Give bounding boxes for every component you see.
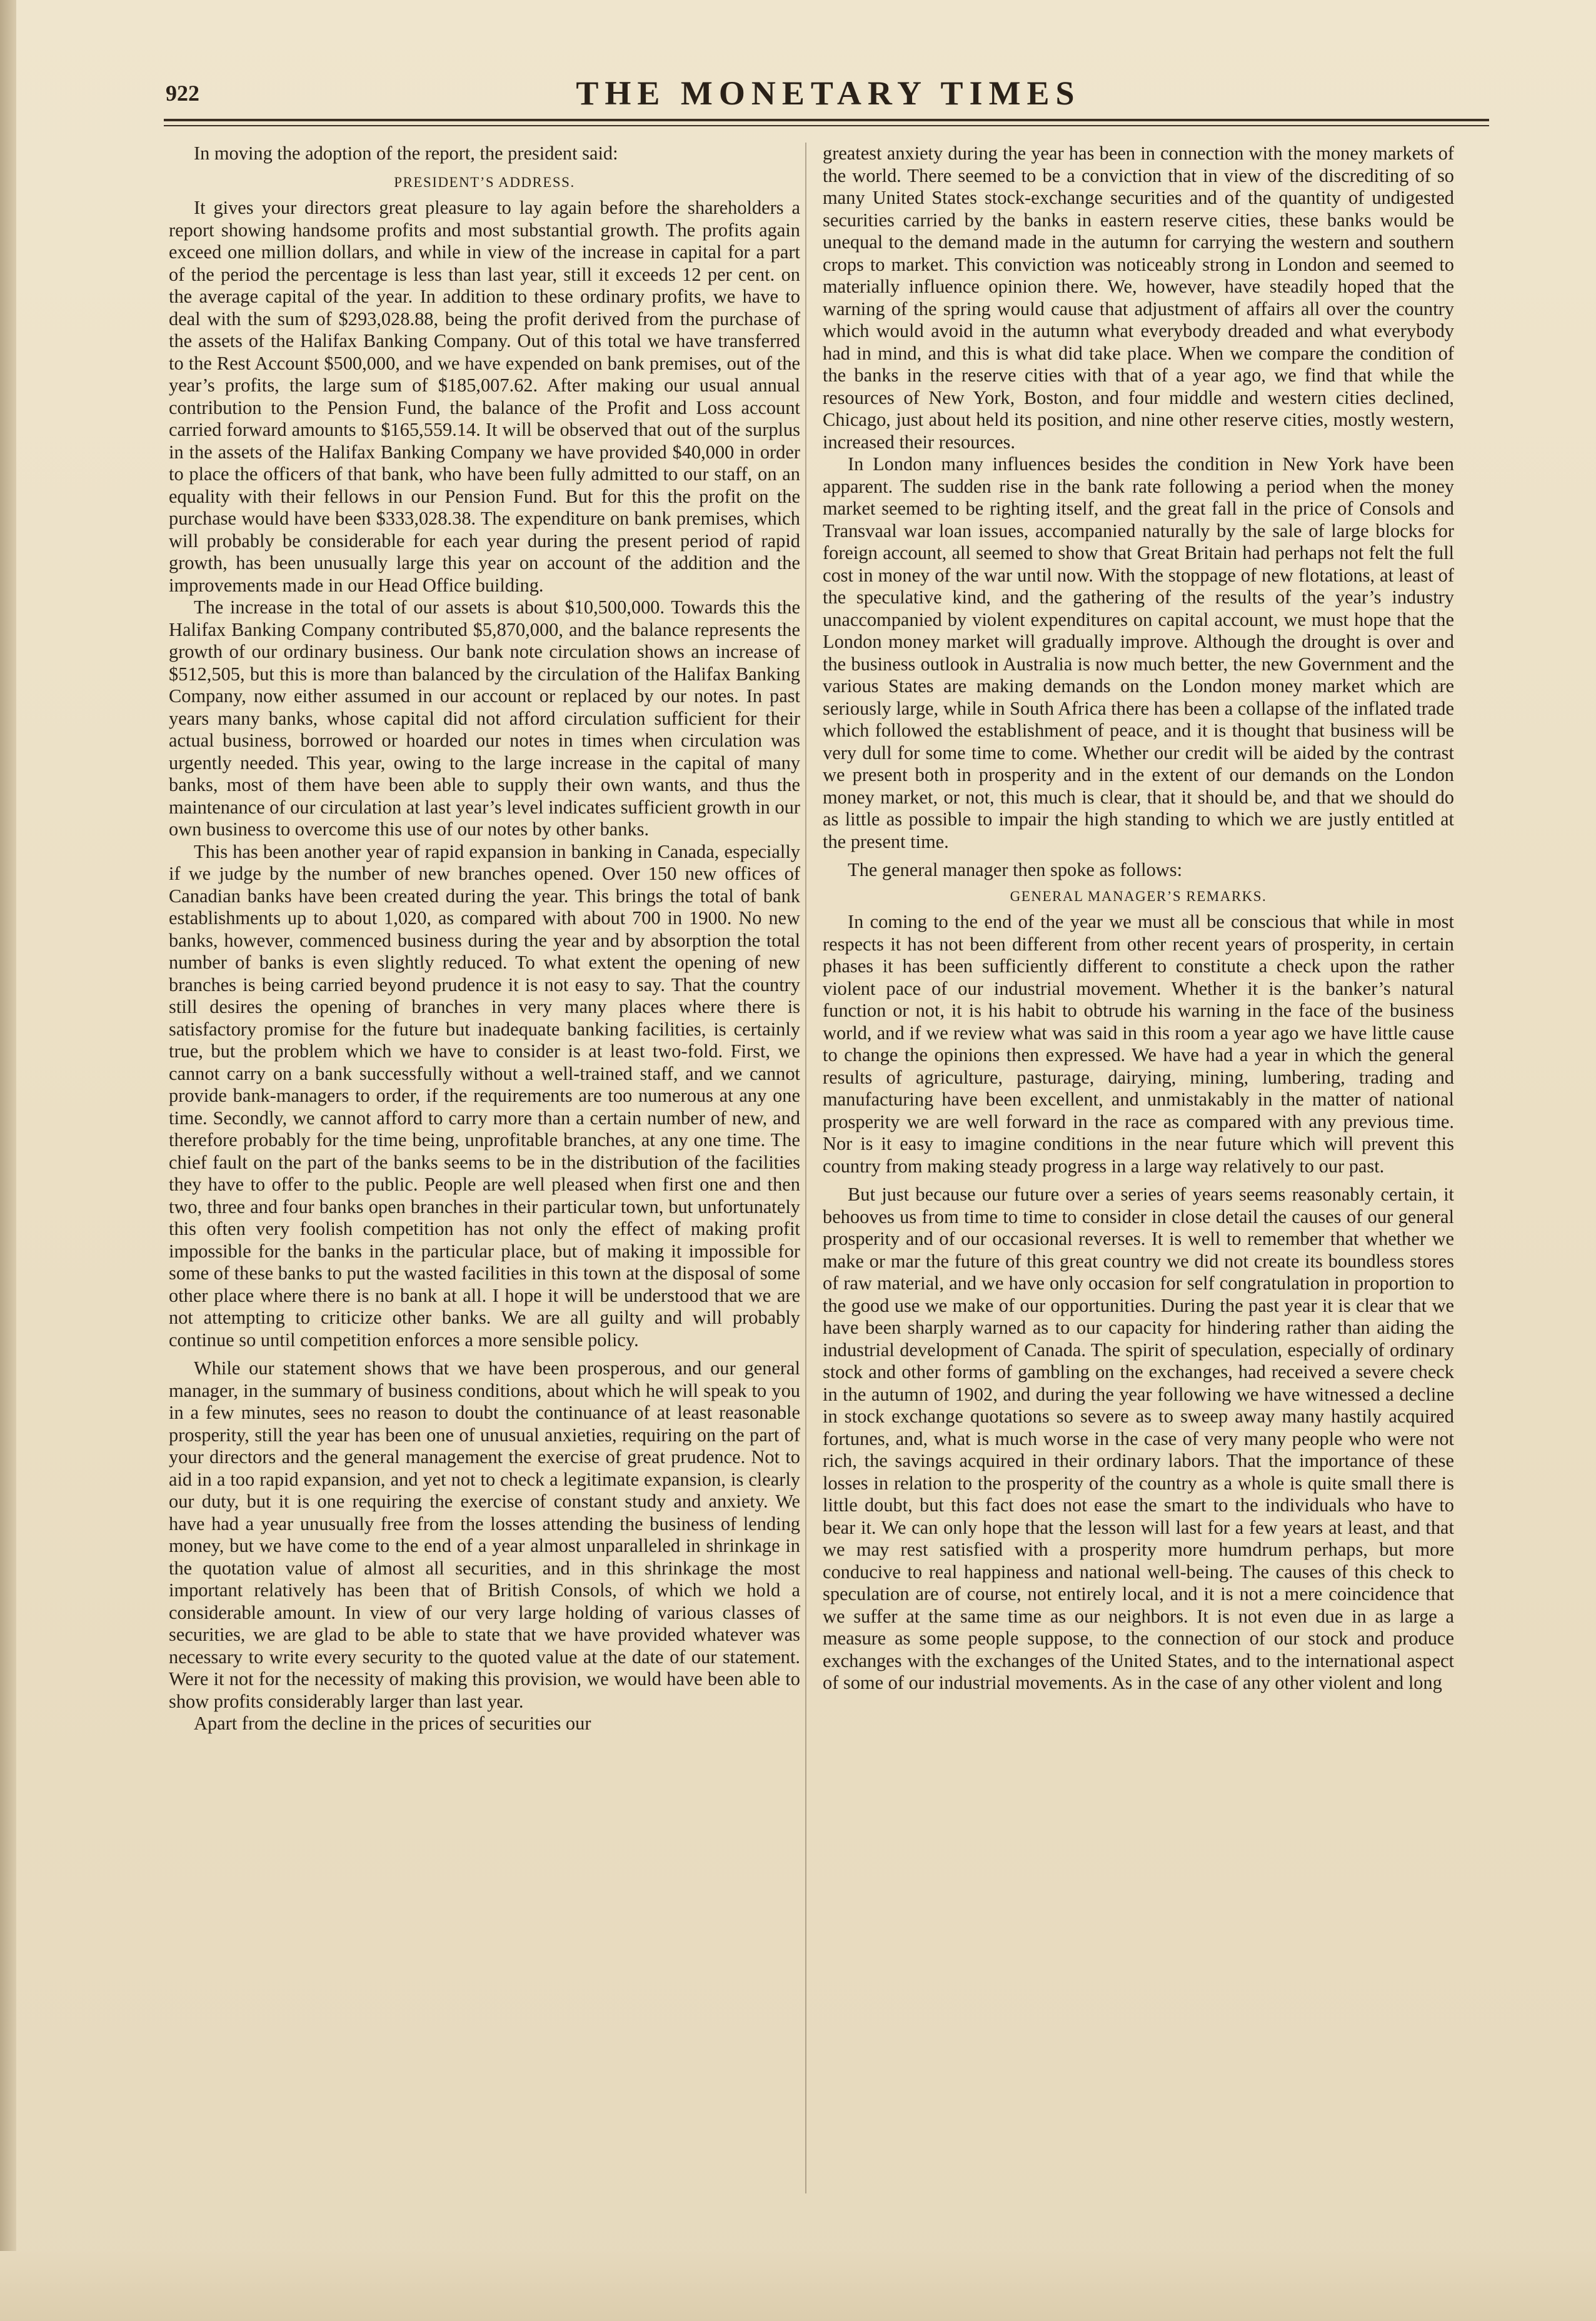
article-paragraph: The increase in the total of our assets is about $10,500,000. Towards this the Halifax Banking Company contributed $5,870,000, and the balance represents the growth of our ordinary business. Our bank note circulation shows an increase of $512,505, but this is more than balanced by the circulation of the Halifax Banking Company, now either assumed in our account or replaced by our notes. In past years many banks, whose capital did not afford circulation sufficient for their actual business, borrowed or hoarded our notes in times when circulation was urgently needed. This year, owing to the large increase in the capital of many banks, most of them have been able to supply their own wants, and thus the maintenance of our circulation at last year’s level indicates sufficient growth in our own business to overcome this use of our notes by other banks.	[169, 597, 800, 840]
article-paragraph: In London many influences besides the condition in New York have been apparent. The sudden rise in the bank rate following a period when the money market seemed to be righting itself, and the great fall in the price of Consols and Transvaal war loan issues, accompanied naturally by the sale of large blocks for foreign account, all seemed to show that Great Britain had perhaps not felt the full cost in money of the war until now. With the stoppage of new flotations, at least of the speculative kind, and the gathering of the results of the year’s industry unaccompanied by violent expenditures on capital account, we must hope that the London money market will gradually improve. Although the drought is over and the business outlook in Australia is now much better, the new Government and the various States are making demands on the London money market which are seriously large, while in South Africa there has been a collapse of the inflated trade which followed the establishment of peace, and it is thought that business will be very dull for some time to come. Whether our credit will be aided by the contrast we present both in prosperity and in the extent of our demands on the London money market, or not, this much is clear, that it should be, and that we should do as little as possible to impair the high standing to which we are justly entitled at the present time.	[823, 453, 1454, 852]
article-paragraph: greatest anxiety during the year has been in connection with the money markets of the world. There seemed to be a conviction that in view of the discrediting of so many United States stock-exchange securities and of the quantity of undigested securities carried by the banks in eastern reserve cities, these banks would be unequal to the demand made in the autumn for carrying the western and southern crops to market. This conviction was noticeably strong in London and seemed to materially influence opinion there. We, however, have steadily hoped that the warning of the spring would cause that adjustment of affairs all over the country which would avoid in the autumn what everybody dreaded and what everybody had in mind, and this is what did take place. When we compare the condition of the banks in the reserve cities with that of a year ago, we find that while the resources of New York, Boston, and four middle and western cities declined, Chicago, just about held its position, and nine other reserve cities, mostly western, increased their resources.	[823, 143, 1454, 453]
president-address-heading: PRESIDENT’S ADDRESS.	[394, 174, 575, 190]
article-paragraph: But just because our future over a series of years seems reasonably certain, it behooves us from time to time to consider in close detail the causes of our general prosperity and of our occasional reverses. It is well to remember that whether we make or mar the future of this great country we did not create its boundless stores of raw material, and we have only occasion for self congratulation in proportion to the good use we make of our opportunities. During the past year it is clear that we have been sharply warned as to our capacity for hindering rather than aiding the industrial development of Canada. The spirit of speculation, especially of ordinary stock and other forms of gambling on the exchanges, had received a severe check in the autumn of 1902, and during the year following we have witnessed a decline in stock exchange quotations so severe as to sweep away many hastily acquired fortunes, and, what is much worse in the case of very many people who were not rich, the savings acquired in their ordinary labors. That the importance of these losses in relation to the prosperity of the country as a whole is quite small there is little doubt, but this fact does not ease the smart to the individuals who have to bear it. We can only hope that the lesson will last for a few years at least, and that we may rest satisfied with a prosperity more humdrum perhaps, but more conducive to real happiness and national well-being. The causes of this check to speculation are of course, not entirely local, and it is not a mere coincidence that we suffer at the same time as our neighbors. It is not even due in as large a measure as some people suppose, to the connection of our stock and produce exchanges with the exchanges of the United States, and to the international aspect of some of our industrial movements. As in the case of any other violent and long	[823, 1184, 1454, 1693]
journal-title: THE MONETARY TIMES	[576, 74, 1081, 112]
page-header	[166, 74, 1491, 118]
page-binding-edge	[0, 0, 16, 2321]
right-column	[823, 143, 1454, 1694]
article-paragraph: This has been another year of rapid expansion in banking in Canada, especially if we judge by the number of new branches opened. Over 150 new offices of Canadian banks have been created during the year. This brings the total of bank establishments up to about 1,020, as compared with about 700 in 1900. No new banks, however, commenced business during the year and by absorption the total number of banks is even slightly reduced. To what extent the opening of new branches is being carried beyond prudence it is not easy to say. That the country still desires the opening of branches in very many places where there is satisfactory promise for the future but inadequate banking facilities, is certainly true, but the problem which we have to consider is at least two-fold. First, we cannot carry on a bank successfully without a well-trained staff, and we cannot provide bank-managers to order, if the requirements are too numerous at any one time. Secondly, we cannot afford to carry more than a certain number of new, and therefore probably for the time being, unprofitable branches, at any one time. The chief fault on the part of the banks seems to be in the distribution of the facilities they have to offer to the public. People are well pleased when first one and then two, three and four banks open branches in their particular town, but unfortunately this often very foolish competition has not only the effect of making profit impossible for the banks in the particular place, but of making it impossible for some of these banks to put the wasted facilities in this town at the disposal of some other place where there is no bank at all. I hope it will be understood that we are not attempting to criticize other banks. We are all guilty and will probably continue so until competition enforces a more sensible policy.	[169, 840, 800, 1351]
gm-intro: The general manager then spoke as follows:	[848, 859, 1183, 880]
article-paragraph: It gives your directors great pleasure to lay again before the shareholders a report showing handsome profits and most substantial growth. The profits again exceed one million dollars, and while in view of the increase in capital for a part of the period the percentage is less than last year, still it exceeds 12 per cent. on the average capital of the year. In addition to these ordinary profits, we have to deal with the sum of $293,028.88, being the profit derived from the purchase of the assets of the Halifax Banking Company. Out of this total we have transferred to the Rest Account $500,000, and we have expended on bank premises, out of the year’s profits, the large sum of $185,007.62. After making our usual annual contribution to the Pension Fund, the balance of the Profit and Loss account carried forward amounts to $165,559.14. It will be observed that out of the surplus in the assets of the Halifax Banking Company we have provided $40,000 in order to place the officers of that bank, who have been fully admitted to our staff, on an equality with their fellows in our Pension Fund. But for this the profit on the purchase would have been $333,028.38. The expenditure on bank premises, which will probably be considerable for each year during the present period of rapid growth, has been unusually large this year on account of the addition and the improvements made in our Head Office building.	[169, 197, 800, 596]
president-intro: In moving the adoption of the report, the president said:	[194, 143, 618, 164]
column-divider	[805, 143, 806, 2193]
header-rule-thin	[164, 125, 1489, 126]
article-paragraph: In coming to the end of the year we must all be conscious that while in most respects it has not been different from other recent years of prosperity, in certain phases it has been sufficiently different to constitute a check upon the rather violent pace of our industrial movement. Whether it is the banker’s natural function or not, it is his habit to obtrude his warning in the face of the business world, and if we review what was said in this room a year ago we have little cause to change the opinions then expressed. We have had a year in which the general results of agriculture, pasturage, dairying, mining, lumbering, trading and manufacturing have been excellent, and unmistakably in the matter of national prosperity we are well forward in the race as compared with any previous time. Nor is it easy to imagine conditions in the near future which will prevent this country from making steady progress in a large way relatively to our past.	[823, 911, 1454, 1177]
left-column	[169, 143, 800, 1735]
page-bottom-margin	[0, 2251, 1596, 2321]
article-paragraph: Apart from the decline in the prices of securities our	[194, 1713, 591, 1734]
gm-remarks-heading: GENERAL MANAGER’S REMARKS.	[1010, 888, 1267, 904]
article-paragraph: While our statement shows that we have been prosperous, and our general manager, in the summary of business conditions, about which he will speak to you in a few minutes, sees no reason to doubt the continuance of at least reasonable prosperity, still the year has been one of unusual anxieties, requiring on the part of your directors and the general management the exercise of great prudence. Not to aid in a too rapid expansion, and yet not to check a legitimate expansion, is clearly our duty, but it is one requiring the exercise of constant study and anxiety. We have had a year unusually free from the losses attending the business of lending money, but we have come to the end of a year almost unparalleled in shrinkage in the quotation value of almost all securities, and in this shrinkage the most important relatively has been that of British Consols, of which we hold a considerable amount. In view of our very large holding of various classes of securities, we are glad to be able to state that we have provided whatever was necessary to write every security to the quoted value at the date of our statement. Were it not for the necessity of making this provision, we would have been able to show profits considerably larger than last year.	[169, 1357, 800, 1712]
page-number: 922	[166, 81, 199, 106]
header-rule-thick	[164, 119, 1489, 121]
